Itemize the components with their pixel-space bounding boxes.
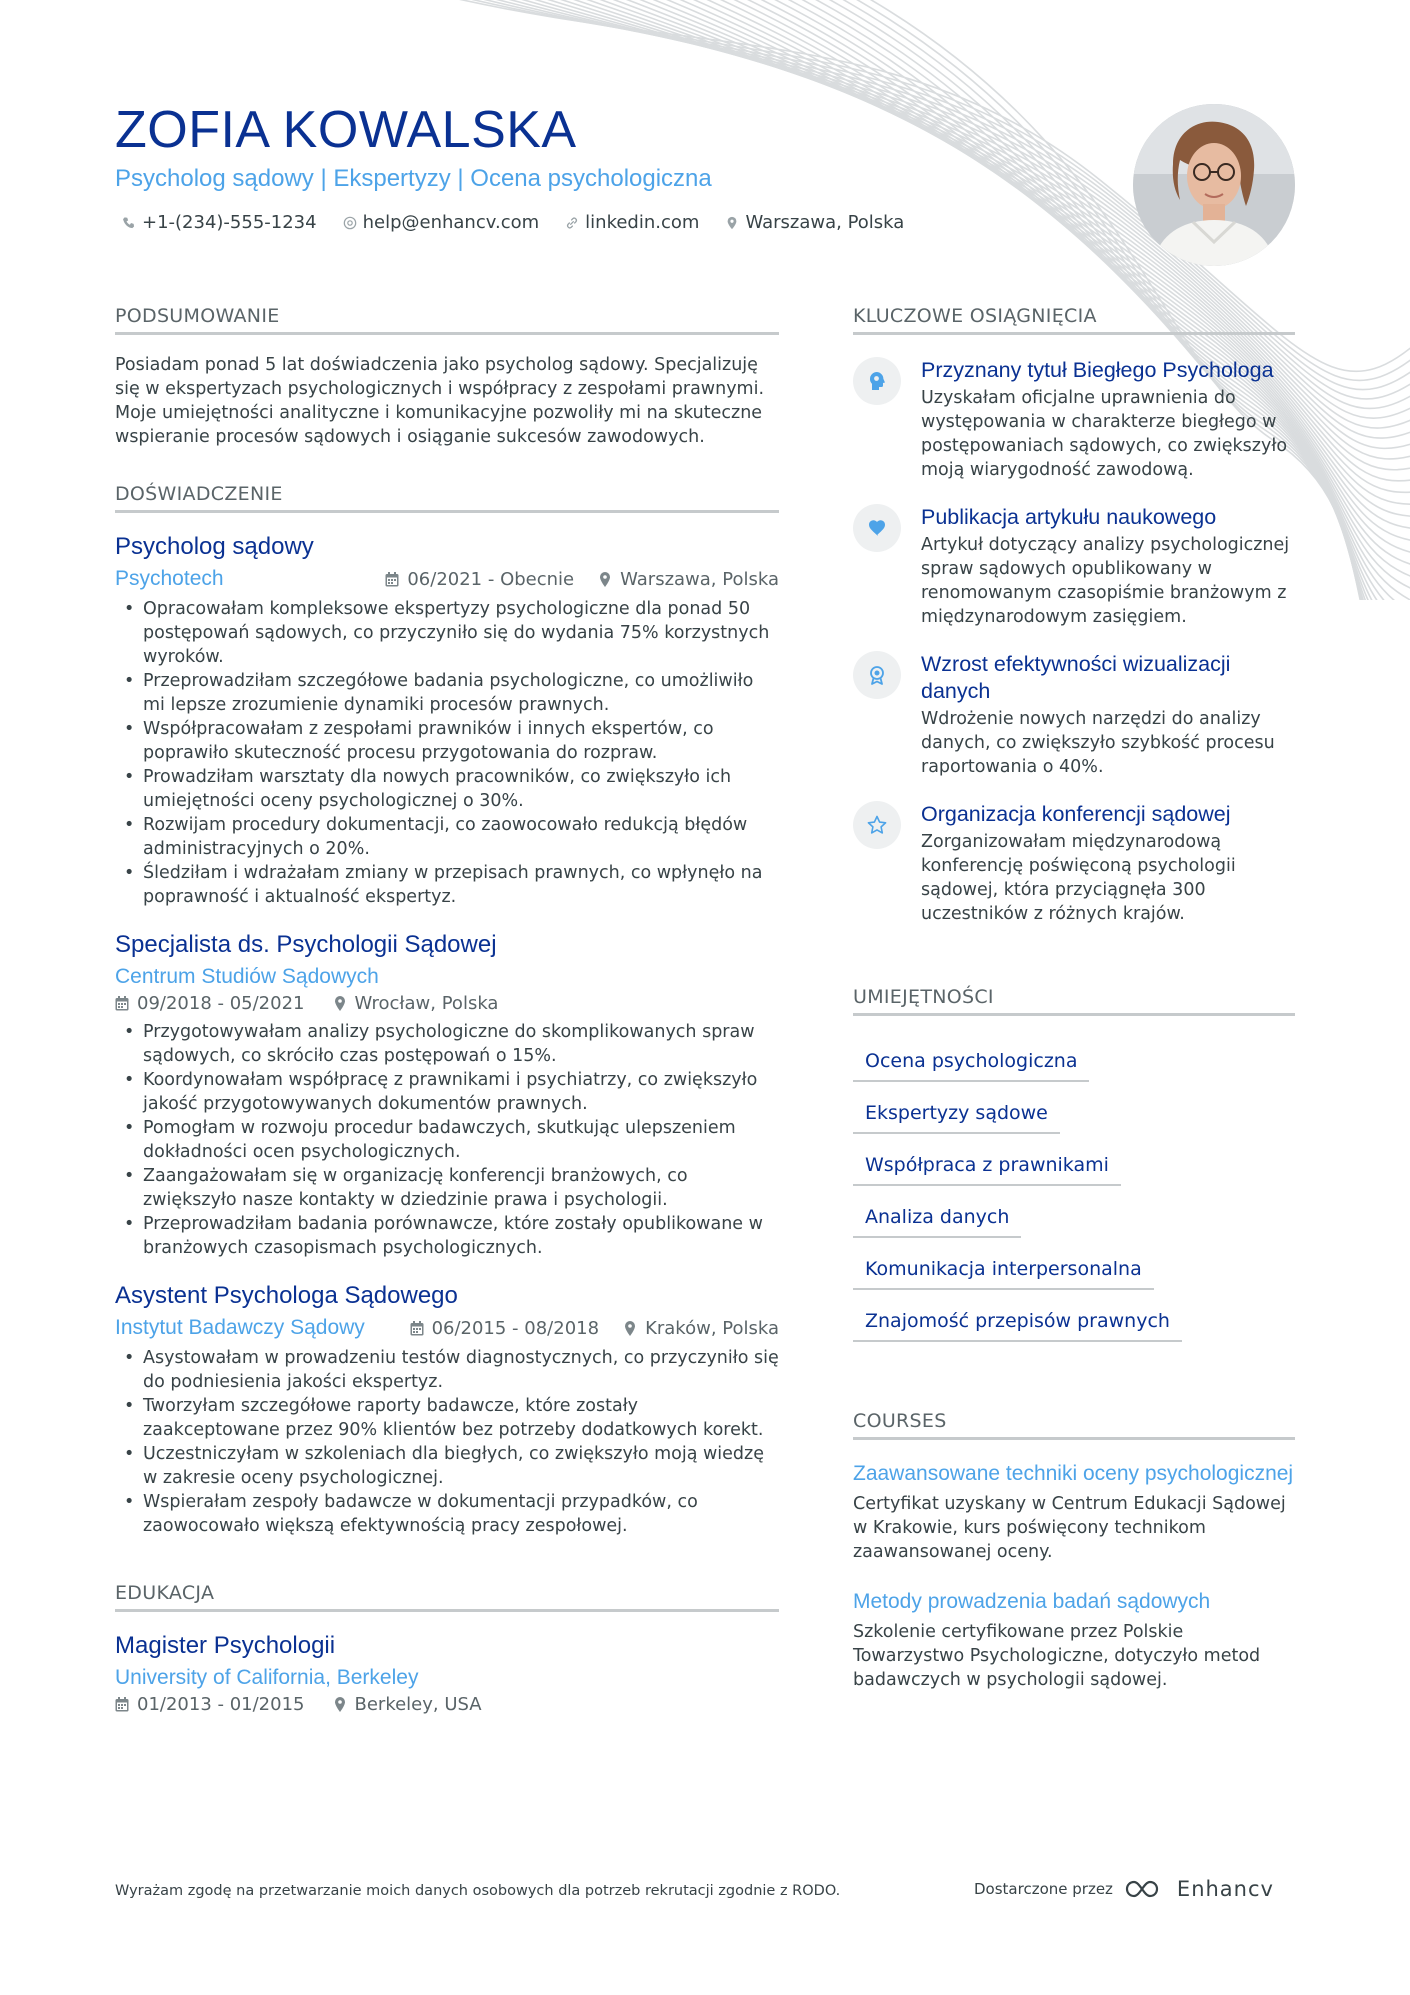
left-column bbox=[115, 305, 779, 1715]
heart-icon bbox=[866, 517, 888, 539]
skill-row bbox=[853, 1030, 1295, 1082]
achievement-title: Wzrost efektywności wizualizacji danych bbox=[921, 652, 1231, 703]
location-pin-icon bbox=[333, 996, 347, 1011]
achievement-icon-badge bbox=[853, 651, 901, 699]
job-dates-text: 09/2018 - 05/2021 bbox=[137, 993, 305, 1014]
achievement-title: Przyznany tytuł Biegłego Psychologa bbox=[921, 358, 1274, 382]
skill-tag: Analiza danych bbox=[853, 1194, 1021, 1238]
bullet-item: • Przeprowadziłam badania porównawcze, które zostały opublikowane w branżowych czasopismach psychologicznych. bbox=[115, 1212, 779, 1260]
achievement-icon-badge bbox=[853, 357, 901, 405]
job-location-text: Kraków, Polska bbox=[645, 1317, 779, 1339]
bullet-item: • Wspierałam zespoły badawcze w dokumentacji przypadków, co zaowocowało większą efektywnością pracy zespołowej. bbox=[115, 1490, 779, 1538]
achievement-title: Publikacja artykułu naukowego bbox=[921, 505, 1217, 529]
course-item bbox=[853, 1588, 1295, 1692]
calendar-icon bbox=[115, 1697, 129, 1712]
skill-row bbox=[853, 1238, 1295, 1290]
company-name: Instytut Badawczy Sądowy bbox=[115, 1316, 365, 1339]
job-dates bbox=[410, 1318, 600, 1339]
contact-bar bbox=[122, 212, 904, 233]
calendar-icon bbox=[410, 1321, 424, 1336]
skill-row bbox=[853, 1082, 1295, 1134]
profile-photo bbox=[1133, 104, 1295, 266]
location-text: Warszawa, Polska bbox=[745, 212, 905, 233]
bullet-item: • Koordynowałam współpracę z prawnikami i psychiatrzy, co zwiększyło jakość przygotowywanych dokumentów prawnych. bbox=[115, 1068, 779, 1116]
achievement-desc: Artykuł dotyczący analizy psychologicznej spraw sądowych opublikowany w renomowanym czasopiśmie branżowym z międzynarodowym zasięgiem. bbox=[921, 535, 1290, 627]
course-desc: Certyfikat uzyskany w Centrum Edukacji Sądowej w Krakowie, kurs poświęcony technikom zaawansowanej oceny. bbox=[853, 1494, 1286, 1562]
skill-tag: Ekspertyzy sądowe bbox=[853, 1090, 1060, 1134]
bullet-item: • Śledziłam i wdrażałam zmiany w przepisach prawnych, co wpłynęło na poprawność i aktualność ekspertyz. bbox=[115, 861, 779, 909]
job-location bbox=[333, 993, 499, 1014]
at-icon bbox=[343, 216, 357, 230]
brand-name: Enhancv bbox=[1176, 1877, 1274, 1901]
skills-list bbox=[853, 1030, 1295, 1342]
location-pin-icon bbox=[333, 1697, 347, 1712]
job-title: Asystent Psychologa Sądowego bbox=[115, 1282, 458, 1309]
enhancv-logo-icon bbox=[1123, 1877, 1167, 1901]
education-section-title: EDUKACJA bbox=[115, 1582, 779, 1612]
job-dates-text: 06/2015 - 08/2018 bbox=[431, 1317, 600, 1339]
location-pin-icon bbox=[623, 1321, 637, 1336]
link-icon bbox=[565, 216, 579, 230]
skill-tag: Komunikacja interpersonalna bbox=[853, 1246, 1154, 1290]
bullet-item: • Przygotowywałam analizy psychologiczne do skomplikowanych spraw sądowych, co skróciło czas postępowań o 15%. bbox=[115, 1020, 779, 1068]
education-entry bbox=[115, 1632, 779, 1715]
achievement-desc: Wdrożenie nowych narzędzi do analizy danych, co zwiększyło szybkość procesu raportowania o 40%. bbox=[921, 709, 1275, 777]
job-meta-row bbox=[115, 567, 779, 591]
calendar-icon bbox=[115, 996, 129, 1011]
star-icon bbox=[866, 814, 888, 836]
bullet-item: • Asystowałam w prowadzeniu testów diagnostycznych, co przyczyniło się do podniesienia jakości ekspertyz. bbox=[115, 1346, 779, 1394]
skill-row bbox=[853, 1134, 1295, 1186]
job-title: Specjalista ds. Psychologii Sądowej bbox=[115, 931, 497, 958]
education-meta bbox=[115, 1694, 779, 1715]
summary-text: Posiadam ponad 5 lat doświadczenia jako psycholog sądowy. Specjalizuję się w ekspertyzach psychologicznych i współpracy z zespołami prawnymi. Moje umiejętności analityczne i komunikacyjne pozwoliły mi na skuteczne wspieranie procesów sądowych i osiąganie sukcesów zawodowych. bbox=[115, 355, 765, 447]
contact-email[interactable] bbox=[343, 212, 540, 233]
course-item bbox=[853, 1460, 1295, 1564]
job-title: Psycholog sądowy bbox=[115, 533, 314, 560]
course-title: Zaawansowane techniki oceny psychologicznej bbox=[853, 1462, 1294, 1485]
job-meta bbox=[410, 1318, 779, 1339]
skill-tag: Ocena psychologiczna bbox=[853, 1038, 1089, 1082]
bullet-item: • Prowadziłam warsztaty dla nowych pracowników, co zwiększyło ich umiejętności oceny psychologicznej o 30%. bbox=[115, 765, 779, 813]
job-dates bbox=[385, 569, 574, 590]
education-location bbox=[333, 1694, 482, 1715]
email-text: help@enhancv.com bbox=[362, 212, 540, 233]
bullet-item: • Uczestniczyłam w szkoleniach dla biegłych, co zwiększyło moją wiedzę w zakresie oceny psychologicznej. bbox=[115, 1442, 779, 1490]
provided-by-label: Dostarczone przez bbox=[974, 1880, 1113, 1898]
achievement-item bbox=[853, 504, 1295, 629]
candidate-headline: Psycholog sądowy | Ekspertyzy | Ocena psychologiczna bbox=[115, 165, 712, 192]
skill-row bbox=[853, 1186, 1295, 1238]
education-dates-text: 01/2013 - 01/2015 bbox=[137, 1694, 305, 1715]
phone-text: +1-(234)-555-1234 bbox=[142, 212, 317, 233]
bullet-item: • Zaangażowałam się w organizację konferencji branżowych, co zwiększyło nasze kontakty w dziedzinie prawa i psychologii. bbox=[115, 1164, 779, 1212]
job-bullets bbox=[115, 597, 779, 909]
job-location bbox=[623, 1318, 779, 1339]
achievement-item bbox=[853, 801, 1295, 926]
company-name: Centrum Studiów Sądowych bbox=[115, 965, 379, 988]
location-pin-icon bbox=[598, 572, 612, 587]
summary-section-title: PODSUMOWANIE bbox=[115, 305, 779, 335]
phone-icon bbox=[122, 216, 136, 230]
calendar-icon bbox=[385, 572, 399, 587]
job-bullets bbox=[115, 1020, 779, 1260]
website-text: linkedin.com bbox=[585, 212, 700, 233]
experience-entry bbox=[115, 533, 779, 909]
achievement-icon-badge bbox=[853, 504, 901, 552]
contact-phone[interactable] bbox=[122, 212, 317, 233]
job-bullets bbox=[115, 1346, 779, 1538]
skill-row bbox=[853, 1290, 1295, 1342]
education-dates bbox=[115, 1694, 305, 1715]
skills-section-title: UMIEJĘTNOŚCI bbox=[853, 986, 1295, 1016]
achievement-body bbox=[921, 504, 1295, 629]
skill-tag: Znajomość przepisów prawnych bbox=[853, 1298, 1182, 1342]
company-name: Psychotech bbox=[115, 567, 224, 590]
bullet-item: • Tworzyłam szczegółowe raporty badawcze, które zostały zaakceptowane przez 90% klientów bez potrzeby dodatkowych korekt. bbox=[115, 1394, 779, 1442]
candidate-name: ZOFIA KOWALSKA bbox=[115, 101, 577, 159]
avatar-illustration bbox=[1133, 104, 1295, 266]
bullet-item: • Współpracowałam z zespołami prawników i innych ekspertów, co poprawiło skuteczność procesu przygotowania do rozpraw. bbox=[115, 717, 779, 765]
brain-head-icon bbox=[866, 370, 888, 392]
bullet-item: • Opracowałam kompleksowe ekspertyzy psychologiczne dla ponad 50 postępowań sądowych, co przyczyniło się do wydania 75% korzystnych wyroków. bbox=[115, 597, 779, 669]
provider-footer[interactable] bbox=[974, 1877, 1274, 1901]
course-title: Metody prowadzenia badań sądowych bbox=[853, 1590, 1211, 1613]
job-location-text: Wrocław, Polska bbox=[354, 993, 499, 1014]
contact-website[interactable] bbox=[565, 212, 699, 233]
job-meta-row bbox=[115, 1316, 779, 1340]
award-icon bbox=[866, 664, 888, 686]
right-column bbox=[853, 305, 1295, 1692]
job-location-text: Warszawa, Polska bbox=[620, 568, 779, 590]
contact-location bbox=[725, 212, 904, 233]
achievements-section-title: KLUCZOWE OSIĄGNIĘCIA bbox=[853, 305, 1295, 335]
consent-footer: Wyrażam zgodę na przetwarzanie moich danych osobowych dla potrzeb rekrutacji zgodnie z RODO. bbox=[115, 1883, 841, 1899]
location-pin-icon bbox=[725, 216, 739, 230]
achievement-body bbox=[921, 801, 1295, 926]
course-desc: Szkolenie certyfikowane przez Polskie Towarzystwo Psychologiczne, dotyczyło metod badawczych w psychologii sądowej. bbox=[853, 1622, 1261, 1690]
experience-entry bbox=[115, 1282, 779, 1538]
achievement-icon-badge bbox=[853, 801, 901, 849]
job-meta bbox=[115, 993, 779, 1014]
achievement-body bbox=[921, 357, 1295, 482]
job-meta bbox=[385, 569, 779, 590]
bullet-item: • Przeprowadziłam szczegółowe badania psychologiczne, co umożliwiło mi lepsze zrozumienie dynamiki procesów prawnych. bbox=[115, 669, 779, 717]
courses-section-title: COURSES bbox=[853, 1410, 1295, 1440]
experience-entry bbox=[115, 931, 779, 1260]
achievement-desc: Zorganizowałam międzynarodową konferencję poświęconą psychologii sądowej, która przyciągnęła 300 uczestników z różnych krajów. bbox=[921, 832, 1236, 924]
job-location bbox=[598, 569, 779, 590]
degree-title: Magister Psychologii bbox=[115, 1632, 336, 1659]
bullet-item: • Rozwijam procedury dokumentacji, co zaowocowało redukcją błędów administracyjnych o 20%. bbox=[115, 813, 779, 861]
job-dates-text: 06/2021 - Obecnie bbox=[407, 568, 575, 590]
job-dates bbox=[115, 993, 305, 1014]
experience-section-title: DOŚWIADCZENIE bbox=[115, 483, 779, 513]
education-location-text: Berkeley, USA bbox=[354, 1694, 482, 1715]
school-name: University of California, Berkeley bbox=[115, 1666, 419, 1689]
achievement-desc: Uzyskałam oficjalne uprawnienia do występowania w charakterze biegłego w postępowaniach sądowych, co zwiększyło moją wiarygodność zawodową. bbox=[921, 388, 1288, 480]
achievement-title: Organizacja konferencji sądowej bbox=[921, 802, 1231, 826]
achievement-item bbox=[853, 357, 1295, 482]
achievement-item bbox=[853, 651, 1295, 779]
achievement-body bbox=[921, 651, 1295, 779]
bullet-item: • Pomogłam w rozwoju procedur badawczych, skutkując ulepszeniem dokładności ocen psychologicznych. bbox=[115, 1116, 779, 1164]
skill-tag: Współpraca z prawnikami bbox=[853, 1142, 1121, 1186]
